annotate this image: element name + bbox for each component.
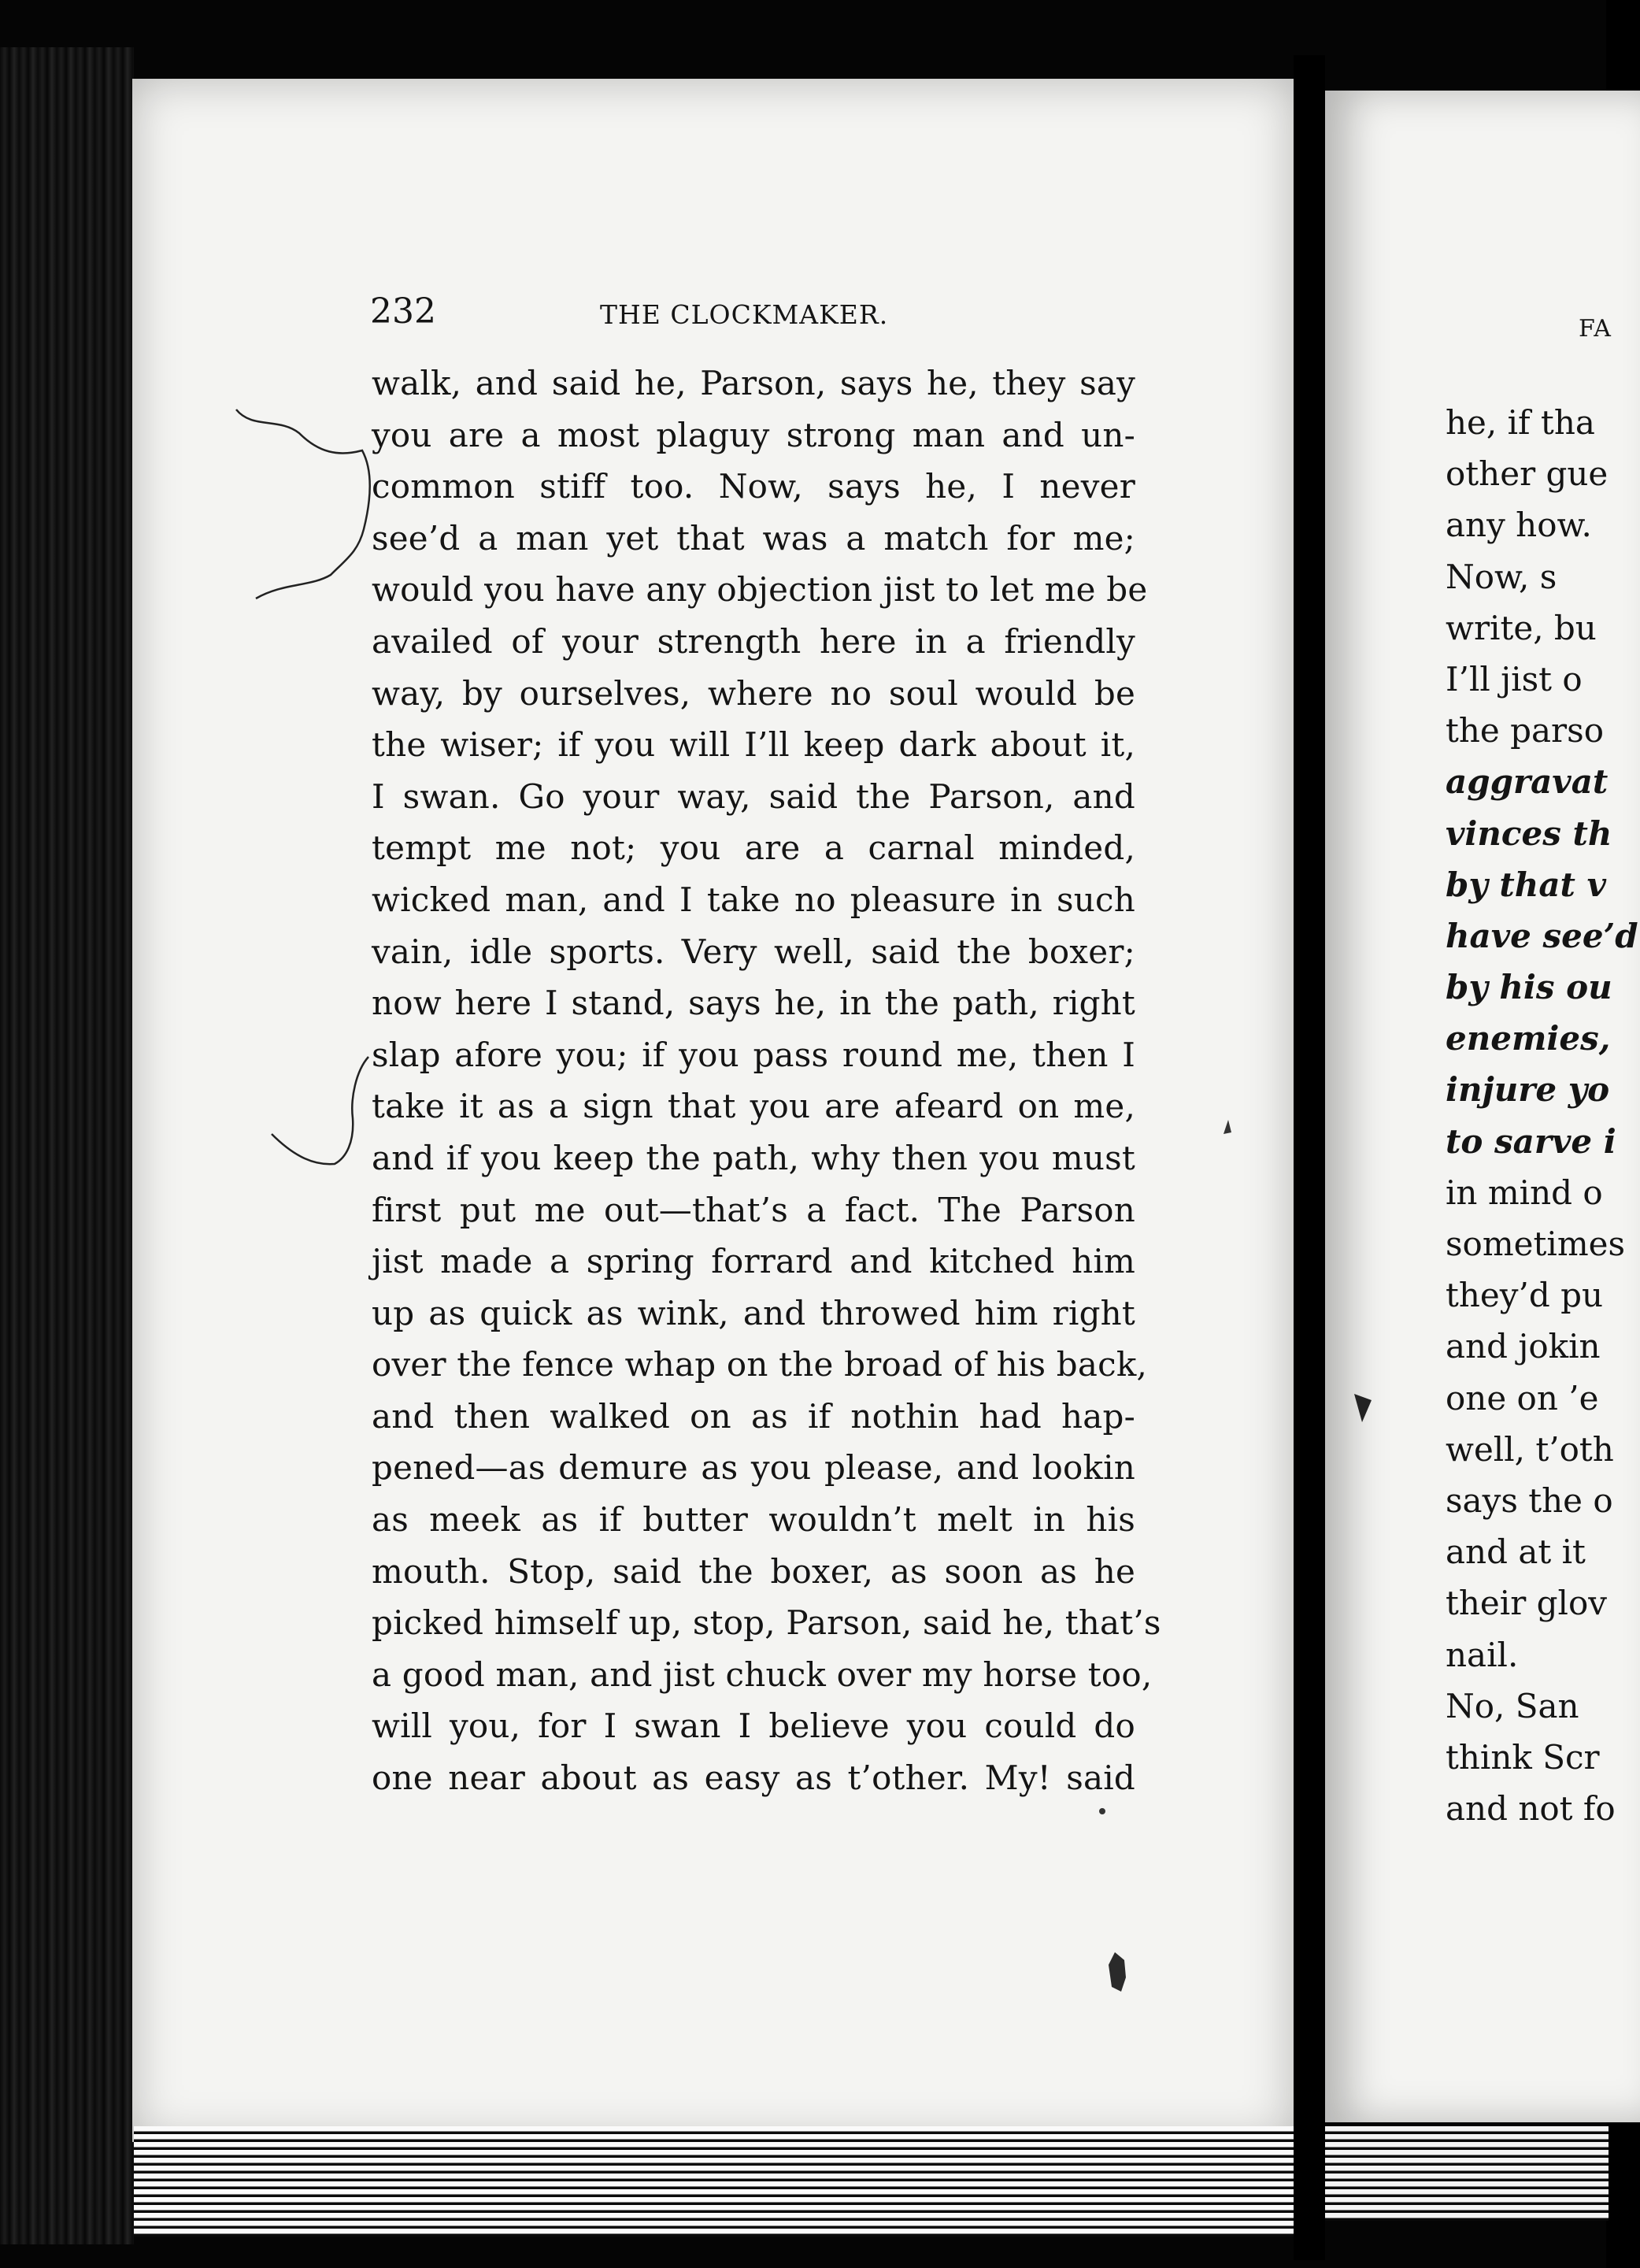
text-line-fragment: well, t’oth [1446, 1429, 1614, 1469]
text-line-fragment: I’ll jist o [1446, 659, 1583, 699]
text-line: tempt me not; you are a carnal minded, [372, 828, 1135, 868]
page-edges-bottom [134, 2126, 1295, 2236]
text-line: over the fence whap on the broad of his back, [372, 1345, 1148, 1384]
text-line-fragment: he, if tha [1446, 403, 1595, 442]
right-page-edges-bottom [1325, 2126, 1609, 2221]
text-line: way, by ourselves, where no soul would be [372, 673, 1135, 713]
text-line-fragment: injure yo [1446, 1070, 1610, 1110]
text-line: wicked man, and I take no pleasure in such [372, 880, 1135, 919]
text-line-fragment: their glov [1446, 1584, 1607, 1623]
text-line-fragment: in mind o [1446, 1173, 1603, 1212]
text-line: and then walked on as if nothin had hap- [372, 1396, 1135, 1436]
text-line: I swan. Go your way, said the Parson, and [372, 776, 1135, 816]
text-line: would you have any objection jist to let me be [372, 570, 1148, 610]
book-binding-edge [0, 47, 134, 2244]
text-line-fragment: says the o [1446, 1480, 1613, 1520]
text-line: one near about as easy as t’other. My! said [372, 1758, 1135, 1798]
text-line-fragment: write, bu [1446, 608, 1597, 647]
text-line-fragment: No, San [1446, 1686, 1579, 1725]
text-line: the wiser; if you will I’ll keep dark about it, [372, 725, 1135, 765]
text-line: availed of your strength here in a friendly [372, 621, 1135, 661]
text-line: up as quick as wink, and throwed him right [372, 1293, 1135, 1332]
text-line-fragment: think Scr [1446, 1737, 1600, 1777]
text-line-fragment: they’d pu [1446, 1276, 1604, 1315]
text-line-fragment: any how. [1446, 506, 1592, 545]
left-page-body-text [372, 358, 1161, 1804]
text-line-fragment: and jokin [1446, 1327, 1601, 1366]
text-line: mouth. Stop, said the boxer, as soon as he [372, 1551, 1135, 1591]
text-line-fragment: and at it [1446, 1532, 1586, 1572]
text-line: pened—as demure as you please, and lookin [372, 1448, 1135, 1488]
text-line: a good man, and jist chuck over my horse too, [372, 1655, 1153, 1694]
text-line-fragment: have see’d [1446, 916, 1638, 955]
text-line-fragment: nail. [1446, 1635, 1519, 1674]
text-line-fragment: sometimes [1446, 1225, 1626, 1263]
text-line-fragment: Now, s [1446, 557, 1557, 596]
text-line: will you, for I swan I believe you could do [372, 1707, 1135, 1746]
text-line: you are a most plaguy strong man and un- [372, 415, 1135, 454]
text-line-fragment: other gue [1446, 454, 1609, 494]
right-running-head-fragment: FA [1579, 315, 1612, 343]
text-line: picked himself up, stop, Parson, said he, that’s [372, 1603, 1161, 1643]
text-line-fragment: one on ’e [1446, 1378, 1599, 1418]
text-line: jist made a spring forrard and kitched him [372, 1242, 1135, 1281]
text-line-fragment: aggravat [1446, 762, 1609, 802]
text-line: vain, idle sports. Very well, said the boxer; [372, 932, 1135, 971]
text-line-fragment: enemies, [1446, 1019, 1611, 1058]
text-line: walk, and said he, Parson, says he, they say [372, 364, 1135, 402]
running-head: THE CLOCKMAKER. [600, 299, 889, 330]
text-line-fragment: by that v [1446, 865, 1606, 904]
text-line-fragment: and not fo [1446, 1789, 1616, 1829]
text-line: now here I stand, says he, in the path, right [372, 984, 1135, 1023]
text-line: slap afore you; if you pass round me, then I [372, 1035, 1135, 1074]
right-page-body-text [1446, 397, 1638, 1834]
text-line: common stiff too. Now, says he, I never [372, 467, 1135, 506]
text-line: see’d a man yet that was a match for me; [372, 518, 1135, 558]
text-line: take it as a sign that you are afeard on me, [372, 1087, 1135, 1126]
text-line-fragment: the parso [1446, 711, 1604, 750]
page-header [370, 288, 1142, 335]
text-line: first put me out—that’s a fact. The Parson [372, 1190, 1135, 1229]
page-number: 232 [370, 291, 436, 332]
text-line-fragment: by his ou [1446, 968, 1612, 1007]
text-line: as meek as if butter wouldn’t melt in his [372, 1500, 1135, 1540]
text-line: and if you keep the path, why then you must [372, 1138, 1135, 1177]
text-line-fragment: to sarve i [1446, 1121, 1616, 1161]
book-gutter [1294, 55, 1325, 2260]
text-line-fragment: vinces th [1446, 813, 1612, 853]
